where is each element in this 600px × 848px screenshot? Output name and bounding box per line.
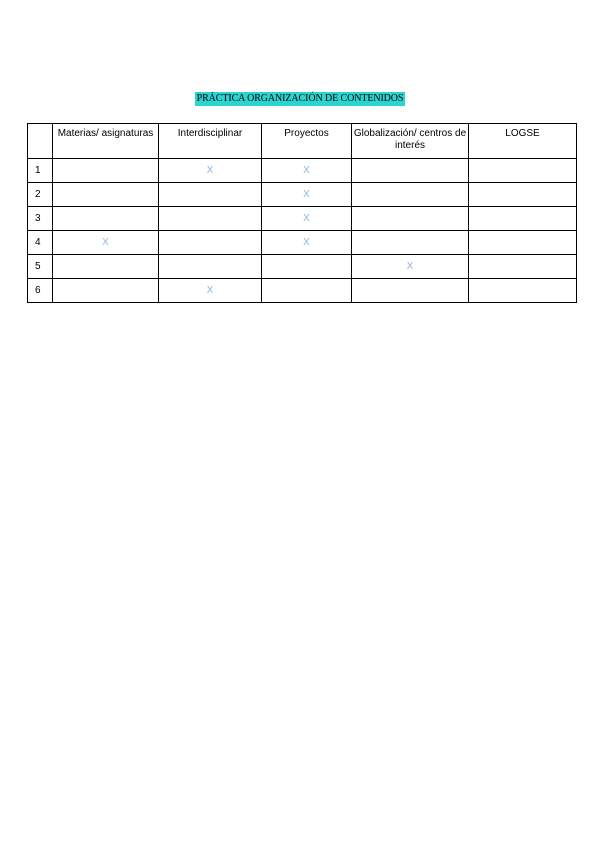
header-cell-globalizacion: Globalización/ centros de interés bbox=[352, 124, 469, 159]
row-number: 6 bbox=[28, 279, 53, 303]
cell-materias: X bbox=[53, 231, 159, 255]
cell-interdisciplinar bbox=[159, 255, 262, 279]
cell-logse bbox=[469, 255, 577, 279]
cell-proyectos: X bbox=[262, 183, 352, 207]
row-number: 4 bbox=[28, 231, 53, 255]
header-cell-materias: Materias/ asignaturas bbox=[53, 124, 159, 159]
row-number: 2 bbox=[28, 183, 53, 207]
header-cell-interdisciplinar: Interdisciplinar bbox=[159, 124, 262, 159]
cell-globalizacion bbox=[352, 231, 469, 255]
contents-table bbox=[27, 123, 577, 303]
table-row bbox=[28, 183, 577, 207]
cell-interdisciplinar bbox=[159, 207, 262, 231]
cell-interdisciplinar: X bbox=[159, 279, 262, 303]
page-title: PRÁCTICA ORGANIZACIÓN DE CONTENIDOS bbox=[196, 93, 404, 104]
header-cell-number bbox=[28, 124, 53, 159]
cell-logse bbox=[469, 231, 577, 255]
cell-logse bbox=[469, 159, 577, 183]
cell-logse bbox=[469, 279, 577, 303]
row-number: 1 bbox=[28, 159, 53, 183]
cell-logse bbox=[469, 207, 577, 231]
header-row bbox=[28, 124, 577, 159]
row-number: 5 bbox=[28, 255, 53, 279]
cell-materias bbox=[53, 159, 159, 183]
cell-logse bbox=[469, 183, 577, 207]
cell-globalizacion bbox=[352, 279, 469, 303]
table-row bbox=[28, 279, 577, 303]
header-cell-logse: LOGSE bbox=[469, 124, 577, 159]
cell-proyectos bbox=[262, 279, 352, 303]
header-cell-proyectos: Proyectos bbox=[262, 124, 352, 159]
cell-globalizacion: X bbox=[352, 255, 469, 279]
cell-globalizacion bbox=[352, 207, 469, 231]
cell-materias bbox=[53, 255, 159, 279]
table-row bbox=[28, 255, 577, 279]
row-number: 3 bbox=[28, 207, 53, 231]
cell-proyectos bbox=[262, 255, 352, 279]
cell-proyectos: X bbox=[262, 207, 352, 231]
title-container bbox=[0, 88, 600, 106]
cell-interdisciplinar: X bbox=[159, 159, 262, 183]
cell-proyectos: X bbox=[262, 231, 352, 255]
cell-globalizacion bbox=[352, 159, 469, 183]
cell-materias bbox=[53, 207, 159, 231]
cell-proyectos: X bbox=[262, 159, 352, 183]
cell-materias bbox=[53, 279, 159, 303]
table-row bbox=[28, 159, 577, 183]
cell-globalizacion bbox=[352, 183, 469, 207]
cell-interdisciplinar bbox=[159, 231, 262, 255]
cell-materias bbox=[53, 183, 159, 207]
cell-interdisciplinar bbox=[159, 183, 262, 207]
table-row bbox=[28, 207, 577, 231]
table-row bbox=[28, 231, 577, 255]
